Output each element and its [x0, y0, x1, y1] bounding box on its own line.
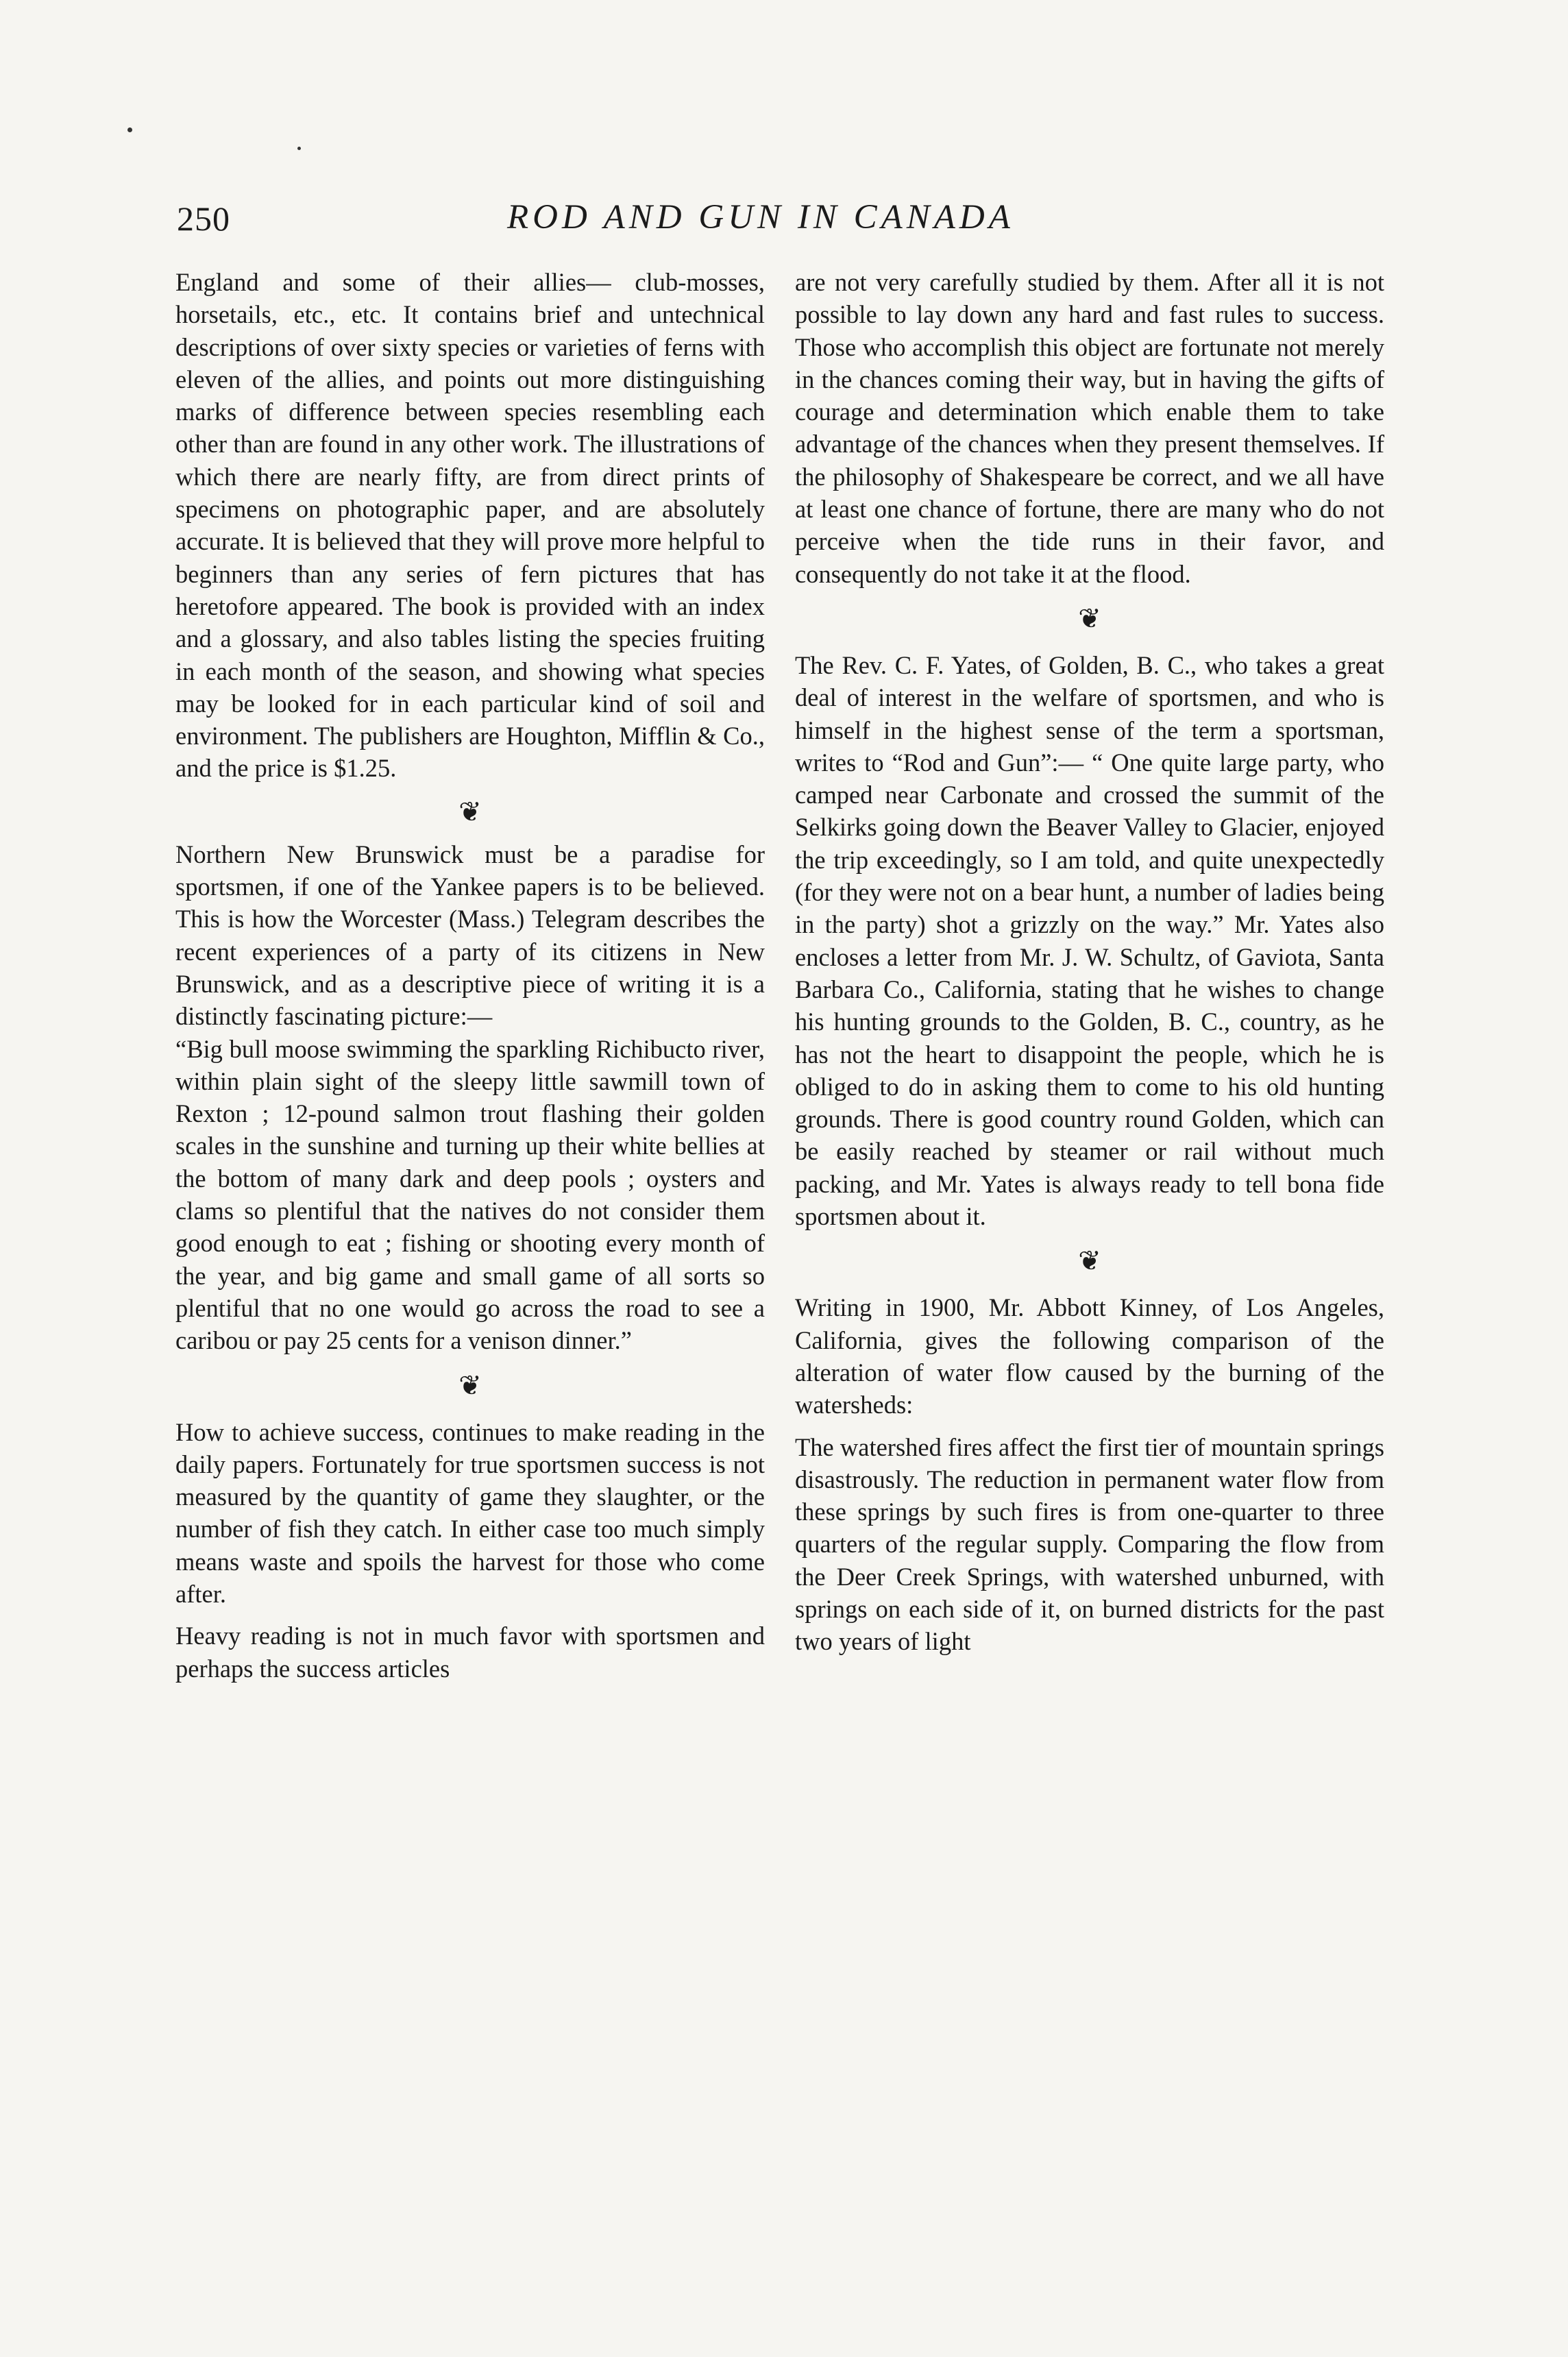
paragraph-telegram-quote: “Big bull moose swimming the sparkling Richibucto river, within plain sight of the sleepy little sawmill town of Rexton ; 12-pound salmon trout flashing their golden scales in the sunshine and turning up their white bellies at the bottom of many dark and deep pools ; oysters and clams so plentiful that the natives do not consider them good enough to eat ; fishing or shooting every month of the year, and big game and small game of all sorts so plentiful that no one would go across the road to see a caribou or pay 25 cents for a venison dinner.”: [175, 1034, 765, 1355]
left-column: [175, 266, 765, 1685]
paragraph-fern-book: England and some of their allies— club-mosses, horsetails, etc., etc. It contains brief and untechnical descriptions of over sixty species or varieties of ferns with eleven of the allies, and points out more distinguishing marks of difference between species resembling each other than are found in any other work. The illustrations of which there are nearly fifty, are from direct prints of specimens on photographic paper, and are absolutely accurate. It is believed that they will prove more helpful to beginners than any series of fern pictures that has heretofore appeared. The book is provided with an index and a glossary, and also tables listing the species fruiting in each month of the season, and showing what species may be looked for in each particular kind of soil and environment. The publishers are Houghton, Mifflin & Co., and the price is $1.25.: [175, 268, 765, 783]
right-column: [795, 266, 1384, 1658]
paragraph-new-brunswick: Northern New Brunswick must be a paradise for sportsmen, if one of the Yankee papers is to be believed. This is how the Worcester (Mass.) Telegram describes the recent experiences of a party of its citizens in New Brunswick, and as a descriptive piece of writing it is a distinctly fascinating picture:—: [175, 840, 765, 1031]
paragraph-rev-yates: The Rev. C. F. Yates, of Golden, B. C., who takes a great deal of interest in the welfare of sportsmen, and who is himself in the highest sense of the term a sportsman, writes to “Rod and Gun”:— “ One quite large party, who camped near Carbonate and crossed the summit of the Selkirks going down the Beaver Valley to Glacier, enjoyed the trip exceedingly, so I am told, and quite unexpectedly (for they were not on a bear hunt, a number of ladies being in the party) shot a grizzly on the way.” Mr. Yates also encloses a letter from Mr. J. W. Schultz, of Gaviota, Santa Barbara Co., California, stating that he wishes to change his hunting grounds to the Golden, B. C., country, as he has not the heart to disappoint the people, which he is obliged to do in asking them to come to his old hunting grounds. There is good country round Golden, which can be easily reached by steamer or rail without much packing, and Mr. Yates is always ready to tell bona fide sportsmen about it.: [795, 650, 1384, 1231]
page-number: 250: [177, 199, 230, 238]
scan-speck: [297, 147, 301, 150]
ornament-icon: ❦: [1078, 602, 1101, 634]
paragraph-success: How to achieve success, continues to make reading in the daily papers. Fortunately for true sportsmen success is not measured by the quantity of game they slaughter, or the number of fish they catch. In either case too much simply means waste and spoils the harvest for those who come after.: [175, 1417, 765, 1608]
paragraph-success-continued: are not very carefully studied by them. After all it is not possible to lay down any hard and fast rules to success. Those who accomplish this object are fortunate not merely in the chances coming their way, but in having the gifts of courage and determination which enable them to take advantage of the chances when they present themselves. If the philosophy of Shakespeare be correct, and we all have at least one chance of fortune, there are many who do not perceive when the tide runs in their favor, and consequently do not take it at the flood.: [795, 268, 1384, 588]
paragraph-abbott-kinney: Writing in 1900, Mr. Abbott Kinney, of Los Angeles, California, gives the following comparison of the alteration of water flow caused by the burning of the watersheds:: [795, 1293, 1384, 1419]
ornament-icon: ❦: [458, 1369, 482, 1401]
paragraph-heavy-reading: Heavy reading is not in much favor with sportsmen and perhaps the success articles: [175, 1622, 765, 1683]
ornament-icon: ❦: [1078, 1245, 1101, 1277]
paragraph-watershed-fires: The watershed fires affect the first tier of mountain springs disastrously. The reduction in permanent water flow from these springs by such fires is from one-quarter to three quarters of the regular supply. Comparing the flow from the Deer Creek Springs, with watershed unburned, with springs on each side of it, on burned districts for the past two years of light: [795, 1432, 1384, 1656]
scan-speck: [127, 127, 132, 132]
ornament-icon: ❦: [458, 796, 482, 827]
running-head: ROD AND GUN IN CANADA: [507, 198, 1014, 236]
